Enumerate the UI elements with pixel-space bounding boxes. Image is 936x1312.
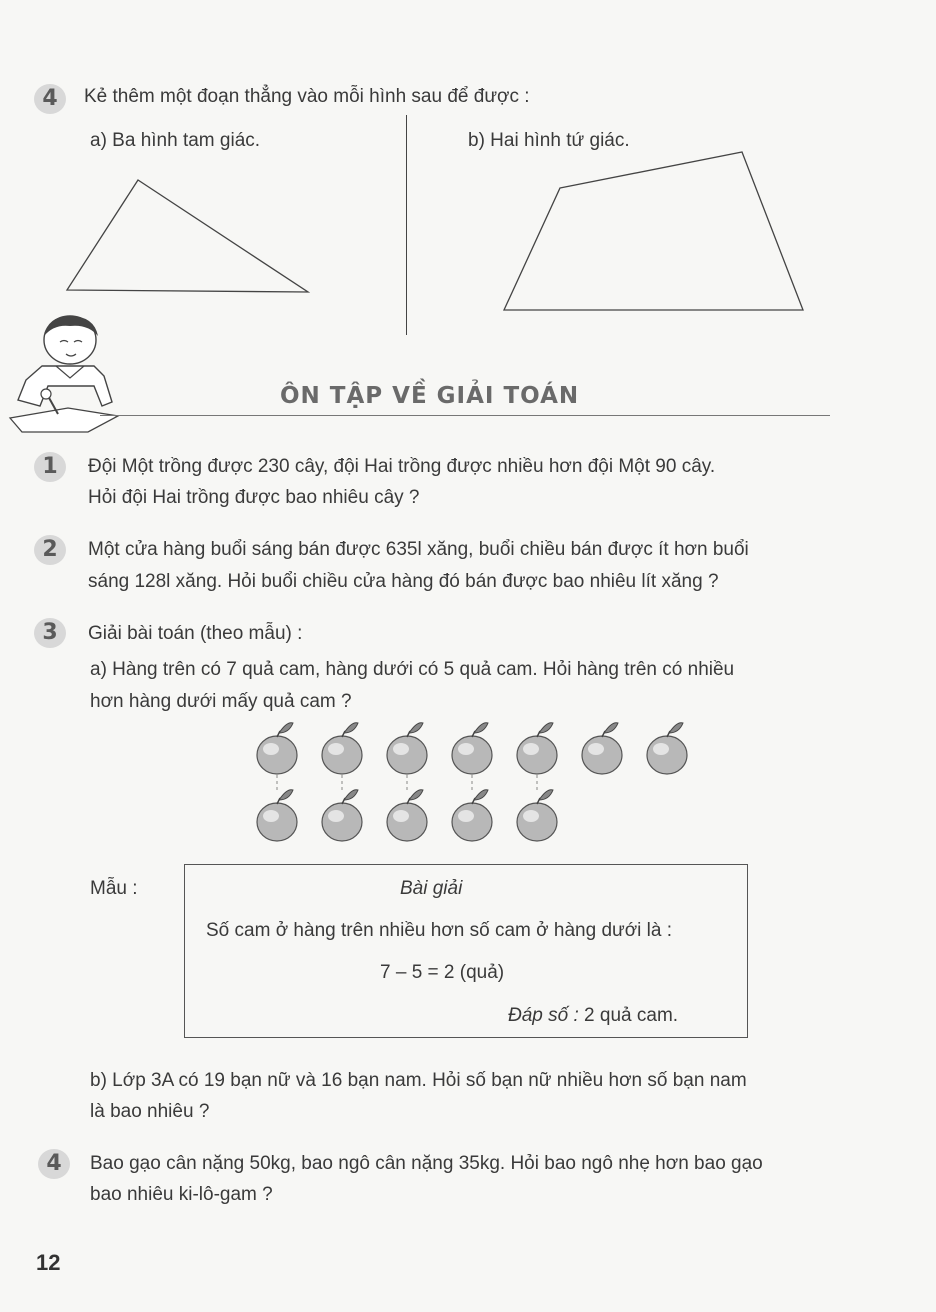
exercise-text-line: Đội Một trồng được 230 cây, đội Hai trồng được nhiều hơn đội Một 90 cây. xyxy=(88,456,716,477)
part-a-text-line: a) Hàng trên có 7 quả cam, hàng dưới có 5 quả cam. Hỏi hàng trên có nhiều xyxy=(90,659,735,680)
part-b-text-line: b) Lớp 3A có 19 bạn nữ và 16 bạn nam. Hỏi số bạn nữ nhiều hơn số bạn nam xyxy=(90,1070,747,1091)
orange-icon xyxy=(582,723,622,774)
solution-statement: Số cam ở hàng trên nhiều hơn số cam ở hàng dưới là : xyxy=(206,920,673,941)
orange-icon xyxy=(322,790,362,841)
exercise-text-line: Bao gạo cân nặng 50kg, bao ngô cân nặng 35kg. Hỏi bao ngô nhẹ hơn bao gạo xyxy=(90,1153,763,1174)
part-a-text-line: hơn hàng dưới mấy quả cam ? xyxy=(90,691,352,712)
exercise-text-line: sáng 128l xăng. Hỏi buổi chiều cửa hàng đó bán được bao nhiêu lít xăng ? xyxy=(88,571,719,592)
orange-icon xyxy=(257,790,297,841)
answer-value: 2 quả cam. xyxy=(584,1005,679,1026)
answer-label: Đáp số : xyxy=(508,1005,579,1026)
orange-icon xyxy=(517,723,557,774)
exercise-number-badge: 1 xyxy=(34,452,66,482)
orange-icon xyxy=(257,723,297,774)
orange-icon xyxy=(322,723,362,774)
orange-icon xyxy=(452,723,492,774)
part-b-label: b) Hai hình tứ giác. xyxy=(468,130,630,151)
orange-icon xyxy=(387,723,427,774)
exercise-number-badge: 2 xyxy=(34,535,66,565)
part-b-text-line: là bao nhiêu ? xyxy=(90,1101,210,1122)
exercise-number-badge: 4 xyxy=(38,1149,70,1179)
section-title: ÔN TẬP VỀ GIẢI TOÁN xyxy=(280,383,580,409)
page-number: 12 xyxy=(36,1250,61,1275)
exercise-prompt: Kẻ thêm một đoạn thẳng vào mỗi hình sau để được : xyxy=(84,86,530,107)
exercise-text-line: Giải bài toán (theo mẫu) : xyxy=(88,623,303,644)
exercise-text-line: bao nhiêu ki-lô-gam ? xyxy=(90,1184,273,1205)
exercise-text-line: Hỏi đội Hai trồng được bao nhiêu cây ? xyxy=(88,487,420,508)
orange-icon xyxy=(517,790,557,841)
orange-icon xyxy=(647,723,687,774)
orange-icon xyxy=(452,790,492,841)
exercise-text-line: Một cửa hàng buổi sáng bán được 635l xăng, buổi chiều bán được ít hơn buổi xyxy=(88,539,749,560)
solution-title: Bài giải xyxy=(400,878,463,899)
exercise-number-badge: 3 xyxy=(34,618,66,648)
solution-calculation: 7 – 5 = 2 (quả) xyxy=(380,962,505,983)
sample-label: Mẫu : xyxy=(90,878,138,899)
part-a-label: a) Ba hình tam giác. xyxy=(90,130,261,151)
exercise-number-badge: 4 xyxy=(34,84,66,114)
orange-icon xyxy=(387,790,427,841)
